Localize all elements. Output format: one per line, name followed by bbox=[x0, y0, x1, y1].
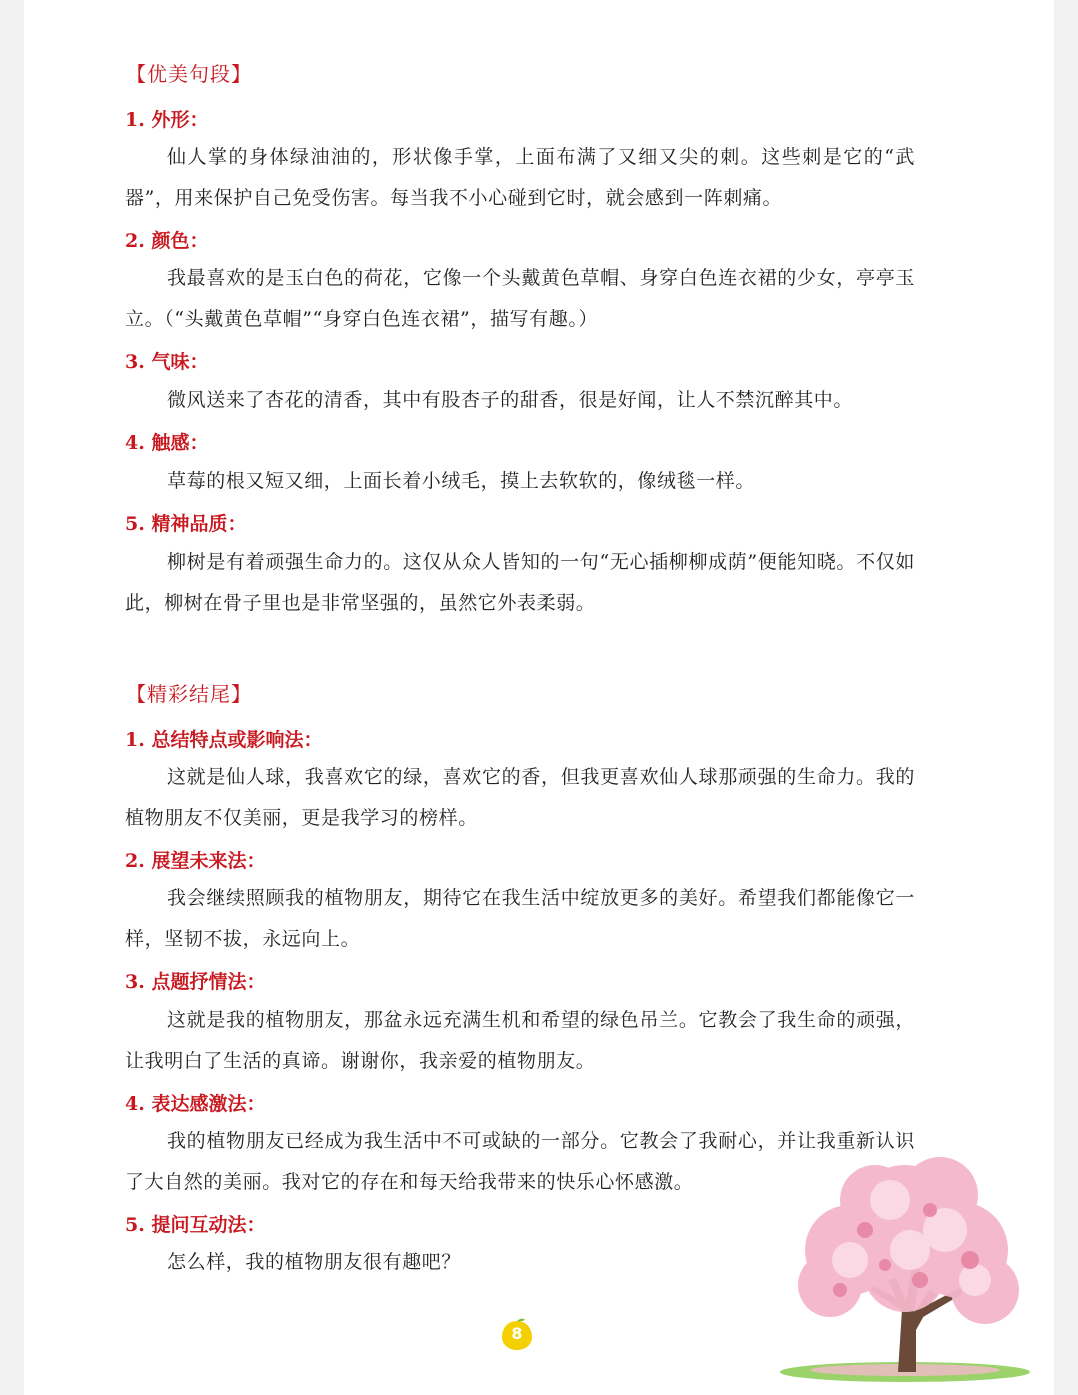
paragraph-question-method: 怎么样，我的植物朋友很有趣吧？ bbox=[167, 1251, 462, 1273]
item-title-future-method: 2. 展望未来法： bbox=[125, 850, 266, 872]
cherry-blossom-tree-illustration bbox=[770, 1140, 1040, 1390]
paragraph-gratitude-method: 我的植物朋友已经成为我生活中不可或缺的一部分。它教会了我耐心，并让我重新认识了大自然的美丽。我对它的存在和每天给我带来的快乐心怀感激。 bbox=[125, 1130, 915, 1193]
paragraph-summary-method: 这就是仙人球，我喜欢它的绿，喜欢它的香，但我更喜欢仙人球那顽强的生命力。我的植物朋友不仅美丽，更是我学习的榜样。 bbox=[125, 766, 915, 829]
item-title-shape: 1. 外形： bbox=[125, 109, 209, 131]
paragraph-touch: 草莓的根又短又细，上面长着小绒毛，摸上去软软的，像绒毯一样。 bbox=[167, 470, 756, 492]
item-title-spirit: 5. 精神品质： bbox=[125, 513, 247, 535]
paragraph-theme-lyric-method: 这就是我的植物朋友，那盆永远充满生机和希望的绿色吊兰。它教会了我生命的顽强，让我明白了生活的真谛。谢谢你，我亲爱的植物朋友。 bbox=[125, 1009, 915, 1072]
item-title-theme-lyric-method: 3. 点题抒情法： bbox=[125, 971, 266, 993]
section-title-beautiful-passages: 【优美句段】 bbox=[126, 62, 252, 86]
item-title-smell: 3. 气味： bbox=[125, 351, 209, 373]
paragraph-smell: 微风送来了杏花的清香，其中有股杏子的甜香，很是好闻，让人不禁沉醉其中。 bbox=[167, 389, 854, 411]
paragraph-future-method: 我会继续照顾我的植物朋友，期待它在我生活中绽放更多的美好。希望我们都能像它一样，坚韧不拔，永远向上。 bbox=[125, 887, 915, 950]
item-title-summary-method: 1. 总结特点或影响法： bbox=[125, 729, 323, 751]
item-title-color: 2. 颜色： bbox=[125, 230, 209, 252]
paragraph-spirit: 柳树是有着顽强生命力的。这仅从众人皆知的一句“无心插柳柳成荫”便能知晓。不仅如此，柳树在骨子里也是非常坚强的，虽然它外表柔弱。 bbox=[125, 551, 915, 614]
section-title-wonderful-endings: 【精彩结尾】 bbox=[126, 682, 252, 706]
page-number: 8 bbox=[511, 1324, 523, 1343]
item-title-gratitude-method: 4. 表达感激法： bbox=[125, 1093, 266, 1115]
paragraph-shape: 仙人掌的身体绿油油的，形状像手掌，上面布满了又细又尖的刺。这些刺是它的“武器”，用来保护自己免受伤害。每当我不小心碰到它时，就会感到一阵刺痛。 bbox=[125, 146, 915, 209]
paragraph-color: 我最喜欢的是玉白色的荷花，它像一个头戴黄色草帽、身穿白色连衣裙的少女，亭亭玉立。（“头戴黄色草帽”“身穿白色连衣裙”，描写有趣。） bbox=[125, 267, 915, 330]
item-title-question-method: 5. 提问互动法： bbox=[125, 1214, 266, 1236]
item-title-touch: 4. 触感： bbox=[125, 432, 209, 454]
